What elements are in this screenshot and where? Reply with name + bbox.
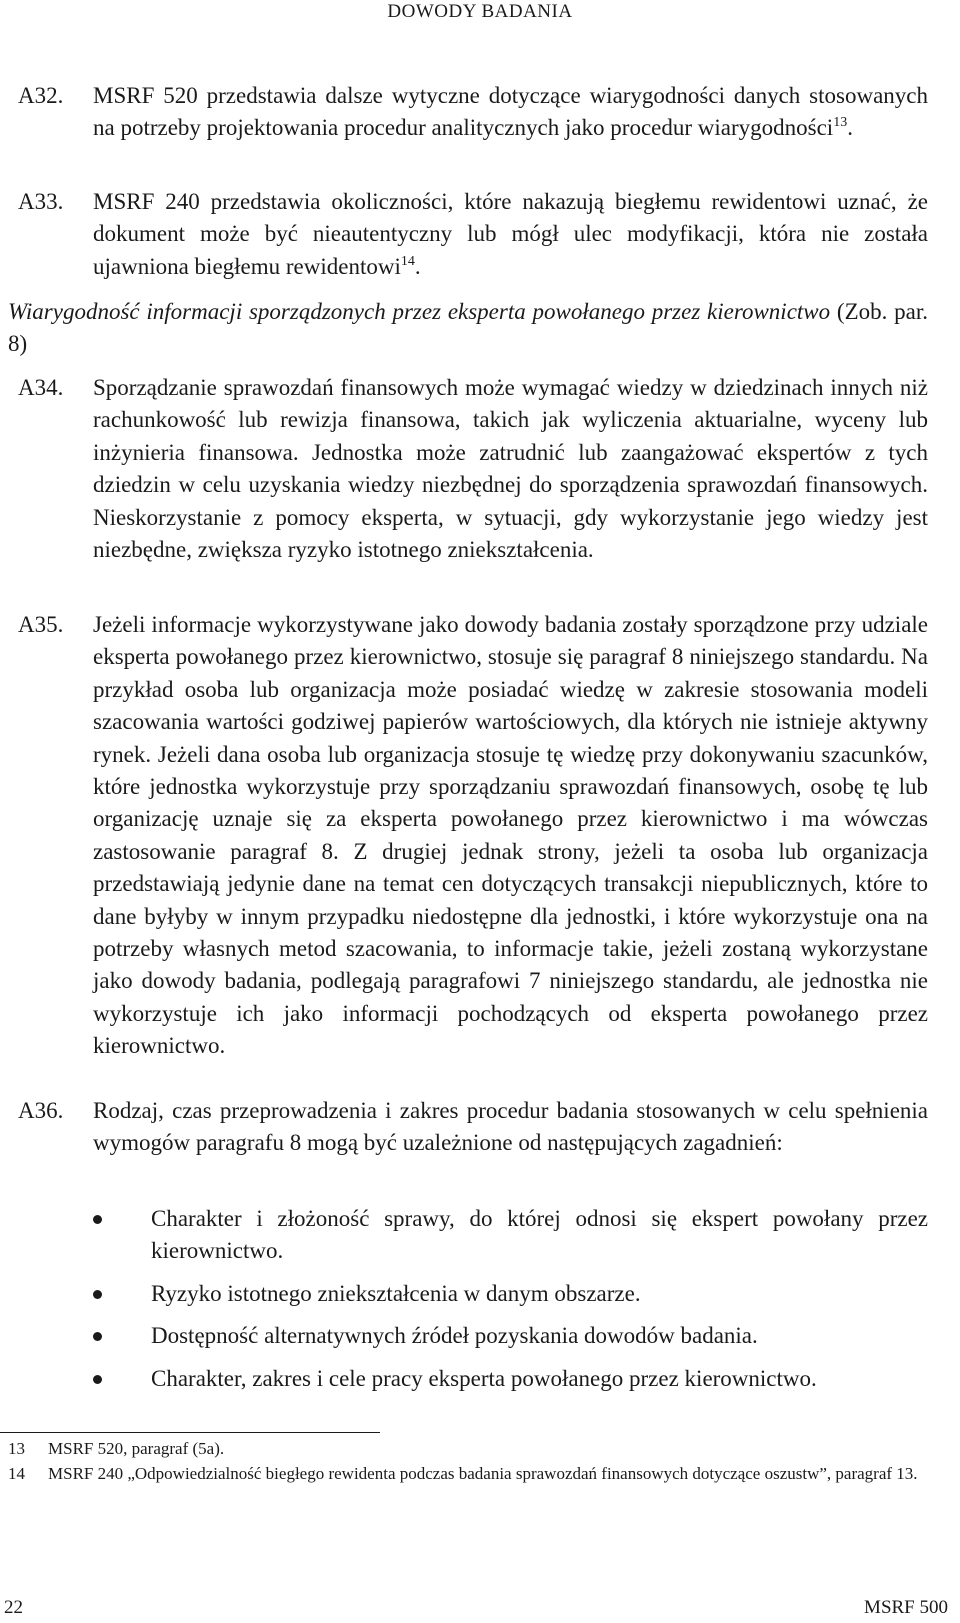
footnote-divider bbox=[0, 1432, 380, 1433]
paragraph-a34 bbox=[18, 372, 928, 566]
bullet-icon bbox=[93, 1332, 102, 1341]
section-heading bbox=[8, 296, 928, 361]
bullet-icon bbox=[93, 1375, 102, 1384]
paragraph-text: MSRF 520 przedstawia dalsze wytyczne dotyczące wiarygodności danych stosowanych na potrzeby projektowania procedur analitycznych jako procedur wiarygodności$^{13}$. bbox=[93, 83, 928, 141]
page-footer bbox=[0, 1596, 960, 1620]
paragraph-number: A32. bbox=[18, 83, 64, 108]
bullet-item: Charakter, zakres i cele pracy eksperta powołanego przez kierownictwo. bbox=[93, 1363, 928, 1395]
footnote-ref: 14 bbox=[400, 253, 415, 269]
bullet-item: Charakter i złożoność sprawy, do której odnosi się ekspert powołany przez kierownictwo. bbox=[93, 1203, 928, 1268]
page-number: 22 bbox=[4, 1597, 23, 1618]
section-title: Wiarygodność informacji sporządzonych przez eksperta powołanego przez kierownictwo bbox=[8, 299, 831, 324]
paragraph-number: A35. bbox=[18, 612, 64, 637]
footnote-ref: 13 bbox=[833, 115, 848, 131]
paragraph-text: Sporządzanie sprawozdań finansowych może wymagać wiedzy w dziedzinach innych niż rachunkowość lub rewizja finansowa, takich jak wyliczenia aktuarialne, wyceny lub inżynieria finansowa. Jednostka może zatrudnić lub zaangażować ekspertów z tych dziedzin w celu uzyskania wiedzy niezbędnej do sporządzenia sprawozdań finansowych. Nieskorzystanie z pomocy eksperta, w sytuacji, gdy wykorzystanie jego wiedzy jest niezbędne, zwiększa ryzyko istotnego zniekształcenia. bbox=[93, 375, 928, 563]
bullet-item: Dostępność alternatywnych źródeł pozyskania dowodów badania. bbox=[93, 1320, 928, 1352]
paragraph-a36 bbox=[18, 1095, 928, 1160]
footer-title: MSRF 500 bbox=[864, 1597, 948, 1618]
paragraph-a32 bbox=[18, 80, 928, 145]
footnote-text: MSRF 520, paragraf (5a). bbox=[48, 1439, 225, 1458]
footnote-text: MSRF 240 „Odpowiedzialność biegłego rewidenta podczas badania sprawozdań finansowych dotyczące oszustw”, paragraf 13. bbox=[48, 1464, 918, 1483]
footnote-number: 14 bbox=[8, 1464, 25, 1483]
bullet-icon bbox=[93, 1290, 102, 1299]
paragraph-number: A34. bbox=[18, 375, 64, 400]
bullet-icon bbox=[93, 1215, 102, 1224]
bullet-list bbox=[93, 1203, 928, 1405]
footnote-14 bbox=[8, 1461, 928, 1486]
bullet-item: Ryzyko istotnego zniekształcenia w danym obszarze. bbox=[93, 1278, 928, 1310]
page-header: DOWODY BADANIA bbox=[387, 1, 573, 22]
paragraph-number: A36. bbox=[18, 1098, 64, 1123]
section-reference: (Zob. par. 8) bbox=[8, 299, 928, 357]
footnote-number: 13 bbox=[8, 1439, 25, 1458]
paragraph-text: Jeżeli informacje wykorzystywane jako dowody badania zostały sporządzone przy udziale eksperta powołanego przez kierownictwo, stosuje się paragraf 8 niniejszego standardu. Na przykład osoba lub organizacja może posiadać wiedzę w zakresie stosowania modeli szacowania wartości godziwej papierów wartościowych, dla których nie istnieje aktywny rynek. Jeżeli dana osoba lub organizacja stosuje tę wiedzę przy dokonywaniu szacunków, które jednostka wykorzystuje przy sporządzaniu sprawozdań finansowych, osobę tę lub organizację uznaje się za eksperta powołanego przez kierownictwo i ma wówczas zastosowanie paragraf 8. Z drugiej jednak strony, jeżeli ta osoba lub organizacja przedstawiają jedynie dane na temat cen dotyczących transakcji niepublicznych, które to dane byłyby w innym przypadku niedostępne dla jednostki, i które wykorzystuje ona na potrzeby własnych metod szacowania, to informacje takie, jeżeli zostaną wykorzystane jako dowody badania, podlegają paragrafowi 7 niniejszego standardu, ale jednostka nie wykorzystuje ich jako informacji pochodzących od eksperta powołanego przez kierownictwo. bbox=[93, 612, 928, 1059]
footnote-13 bbox=[8, 1436, 928, 1461]
paragraph-a33 bbox=[18, 186, 928, 283]
paragraph-a35 bbox=[18, 609, 928, 1063]
paragraph-text: Rodzaj, czas przeprowadzenia i zakres procedur badania stosowanych w celu spełnienia wymogów paragrafu 8 mogą być uzależnione od następujących zagadnień: bbox=[93, 1098, 928, 1156]
paragraph-text: MSRF 240 przedstawia okoliczności, które nakazują biegłemu rewidentowi uznać, że dokument może być nieautentyczny lub mógł ulec modyfikacji, która nie została ujawniona biegłemu rewidentowi$^{14}$. bbox=[93, 189, 928, 279]
paragraph-number: A33. bbox=[18, 189, 64, 214]
